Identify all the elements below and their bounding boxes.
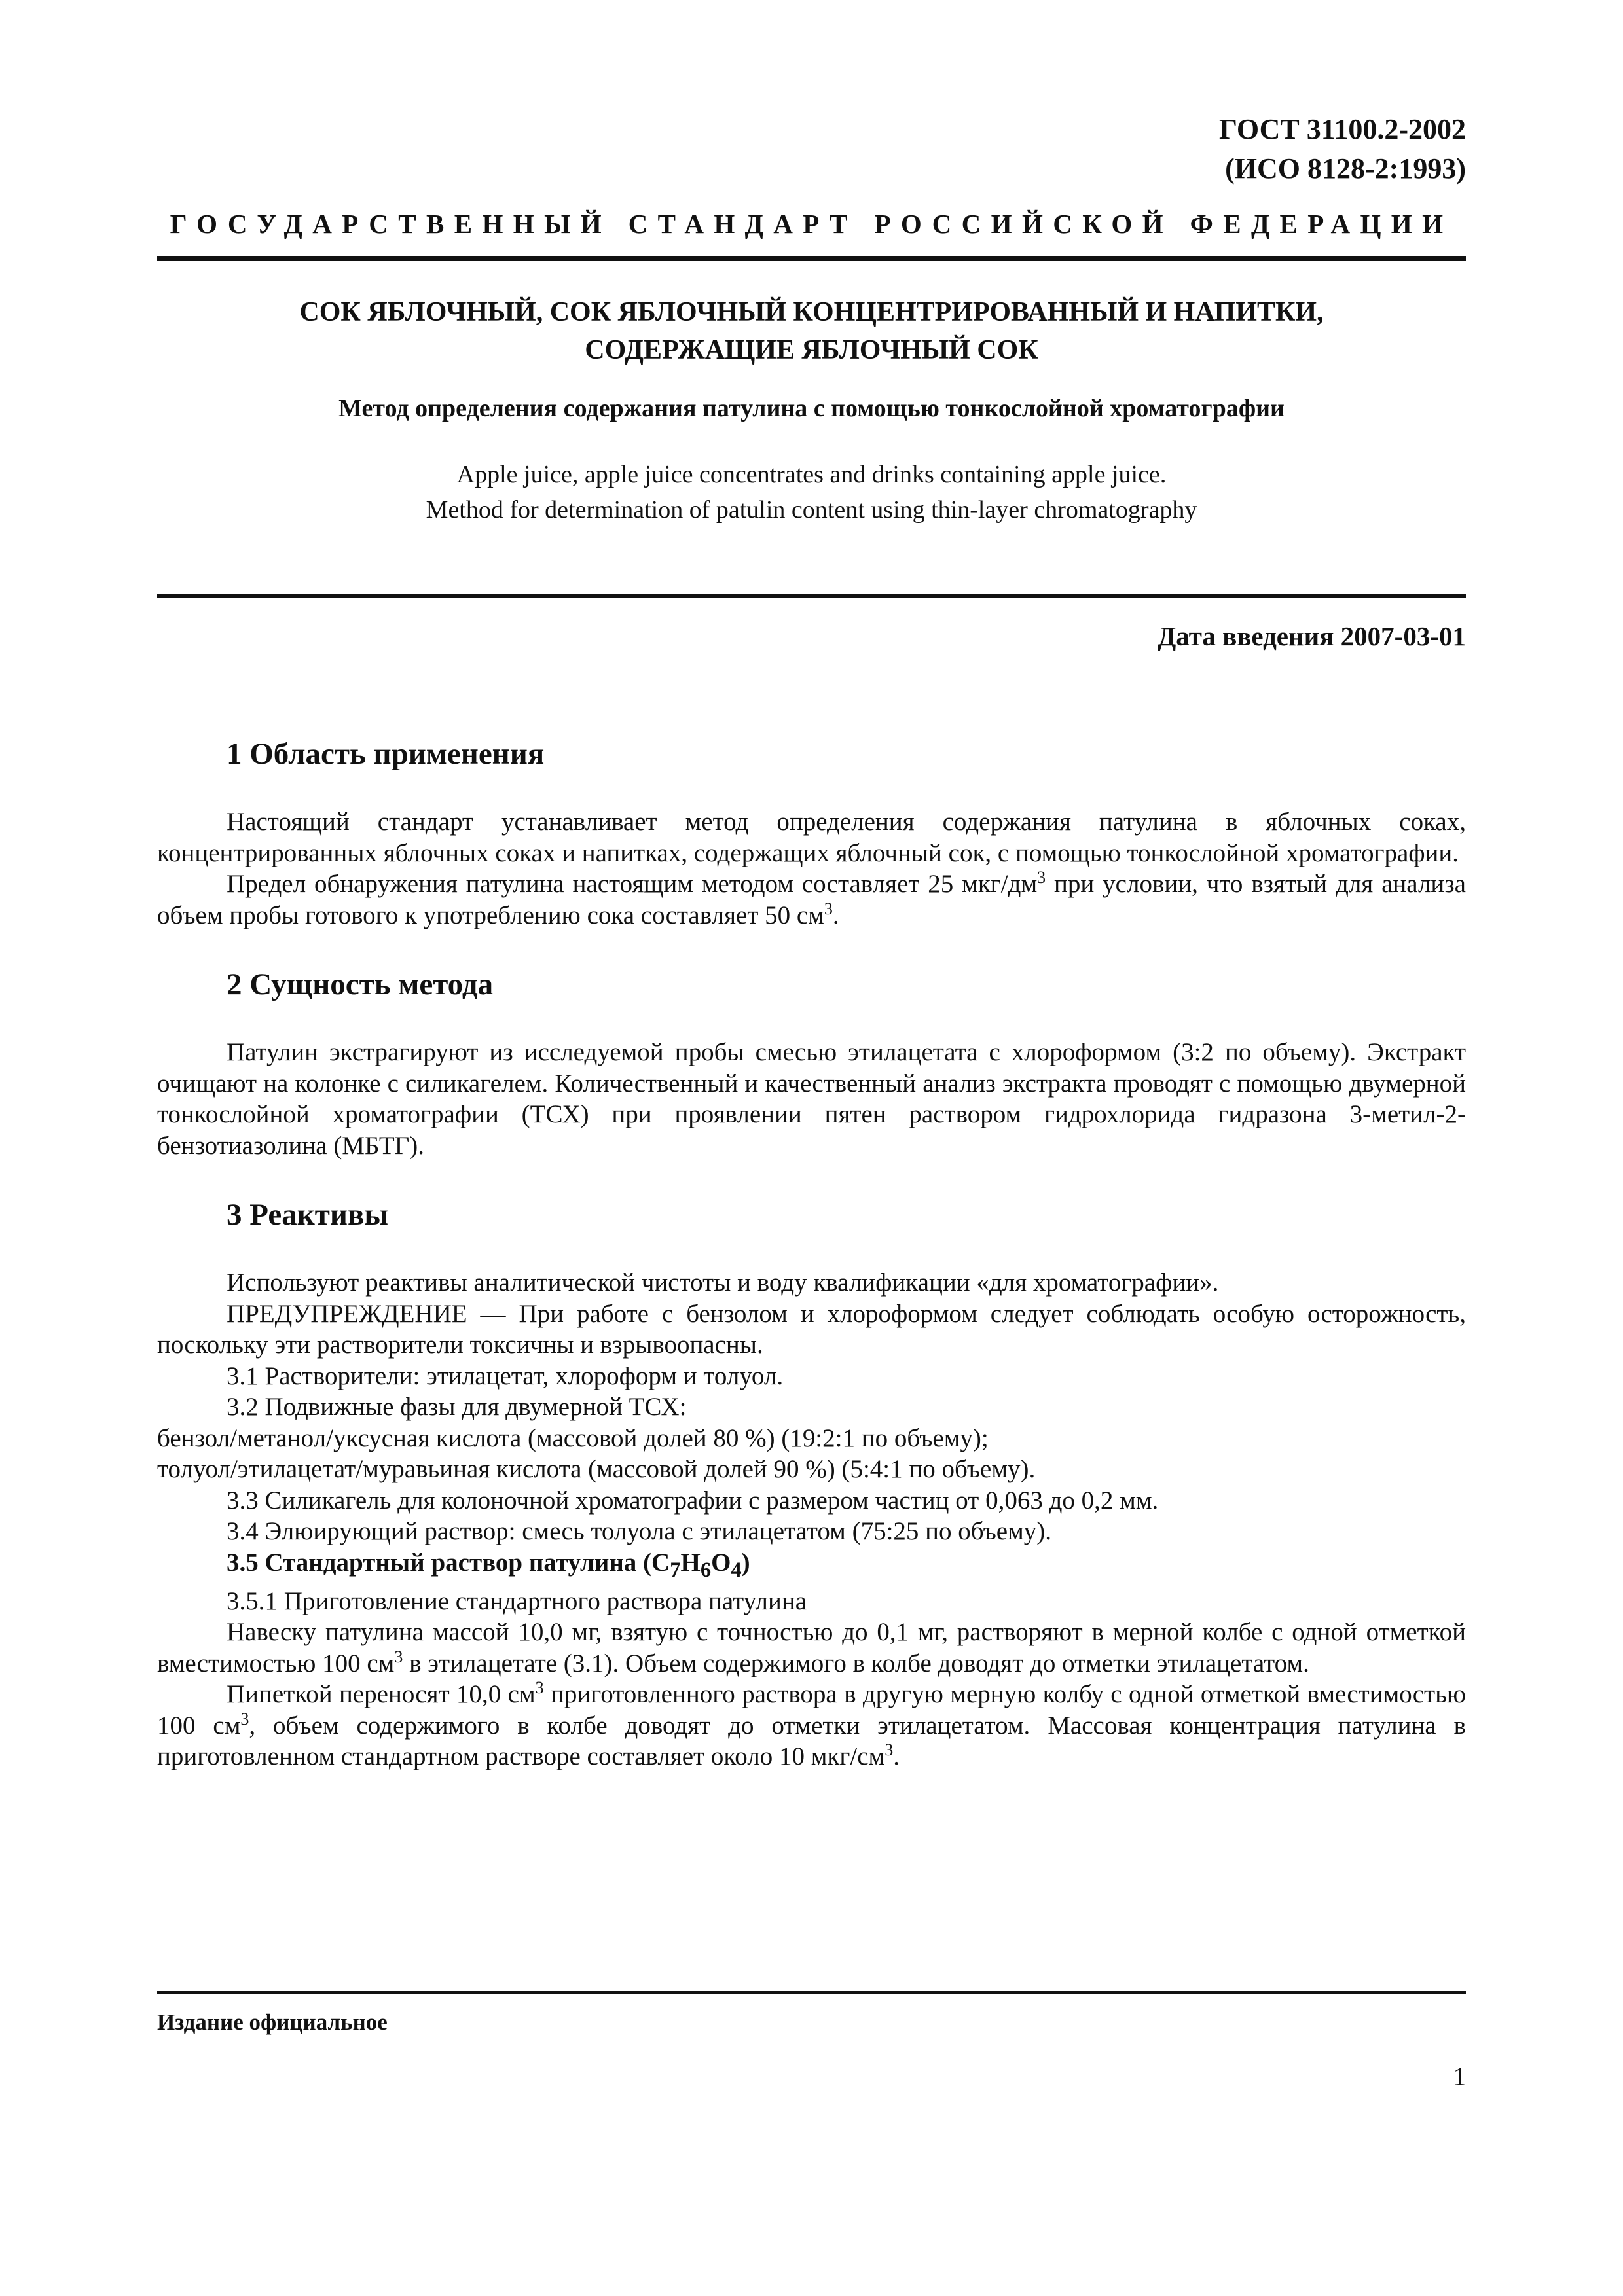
item-3-2: 3.2 Подвижные фазы для двумерной ТСХ: (227, 1393, 687, 1421)
title-line-2: СОДЕРЖАЩИЕ ЯБЛОЧНЫЙ СОК (585, 335, 1038, 365)
paragraph: Патулин экстрагируют из исследуемой пробы смесью этилацетата с хлороформом (3:2 по объему). Экстракт очищают на колонке с силикагелем. Количественный и качественный анализ экстракта проводят с помощью двумерной тонкослойной хроматографии (ТСХ) при проявлении пятен раствором гидрохлорида гидразона 3-метил-2-бензотиазолина (МБТГ). (157, 1038, 1466, 1160)
paragraph: Используют реактивы аналитической чистоты и воду квалификации «для хроматографии». (227, 1268, 1219, 1297)
section-heading-2: 2 Сущность метода (227, 967, 494, 1001)
mobile-phase-2: толуол/этилацетат/муравьиная кислота (массовой долей 90 %) (5:4:1 по объему). (157, 1455, 1036, 1483)
footer-rule (157, 1991, 1466, 1994)
item-3-3: 3.3 Силикагель для колоночной хроматографии с размером частиц от 0,063 до 0,2 мм. (227, 1486, 1159, 1515)
paragraph: Пипеткой переносят 10,0 $см^3$ приготовленного раствора в другую мерную колбу с одной отметкой вместимостью 100 $см^3$, объем содержимого в колбе доводят до отметки этилацетатом. Массовая концентрация патулина в приготовленном стандартном растворе составляет около 10 мкг/$см^3$. (157, 1678, 1466, 1771)
standard-number: ГОСТ 31100.2-2002 (1218, 113, 1466, 145)
edition-label: Издание официальное (157, 2009, 388, 2035)
warning-paragraph: ПРЕДУПРЕЖДЕНИЕ — При работе с бензолом и хлороформом следует соблюдать особую осторожность, поскольку эти растворители токсичны и взрывоопасны. (157, 1299, 1466, 1359)
header-rule (157, 256, 1466, 261)
state-standard-title: ГОСУДАРСТВЕННЫЙ СТАНДАРТ РОССИЙСКОЙ ФЕДЕРАЦИИ (170, 209, 1453, 239)
section-heading-1: 1 Область применения (227, 737, 545, 771)
section-heading-3: 3 Реактивы (227, 1198, 389, 1232)
item-3-5: 3.5 Стандартный раствор патулина $(C_7H_6O_4)$ (227, 1548, 750, 1582)
english-title-line-1: Apple juice, apple juice concentrates and drinks containing apple juice. (456, 461, 1167, 488)
english-title-line-2: Method for determination of patulin content using thin-layer chromatography (426, 496, 1197, 524)
document-title (157, 293, 1466, 369)
iso-reference: (ИСО 8128-2:1993) (1225, 152, 1466, 185)
item-3-4: 3.4 Элюирующий раствор: смесь толуола с этилацетатом (75:25 по объему). (227, 1517, 1052, 1545)
document-subtitle: Метод определения содержания патулина с помощью тонкослойной хроматографии (338, 395, 1285, 422)
english-title (157, 457, 1466, 528)
paragraph: Навеску патулина массой 10,0 мг, взятую с точностью до 0,1 мг, растворяют в мерной колбе с одной отметкой вместимостью 100 $см^3$ в этилацетате (3.1). Объем содержимого в колбе доводят до отметки этилацетатом. (157, 1618, 1466, 1677)
paragraph: Предел обнаружения патулина настоящим методом составляет 25 мкг/$дм^3$ при условии, что взятый для анализа объем пробы готового к употреблению сока составляет 50 $см^3$. (157, 868, 1466, 929)
document-body (157, 734, 1466, 1772)
introduction-date: Дата введения 2007-03-01 (1158, 621, 1466, 651)
mobile-phase-1: бензол/метанол/уксусная кислота (массовой долей 80 %) (19:2:1 по объему); (157, 1424, 989, 1452)
page-number: 1 (1453, 2062, 1466, 2090)
item-3-5-1: 3.5.1 Приготовление стандартного раствора патулина (227, 1587, 807, 1615)
title-rule (157, 594, 1466, 598)
standard-code-block (1219, 110, 1466, 188)
item-3-1: 3.1 Растворители: этилацетат, хлороформ и толуол. (227, 1361, 784, 1390)
title-line-1: СОК ЯБЛОЧНЫЙ, СОК ЯБЛОЧНЫЙ КОНЦЕНТРИРОВАННЫЙ И НАПИТКИ, (299, 297, 1324, 327)
paragraph: Настоящий стандарт устанавливает метод определения содержания патулина в яблочных соках, концентрированных яблочных соках и напитках, содержащих яблочный сок, с помощью тонкослойной хроматографии. (157, 808, 1466, 867)
